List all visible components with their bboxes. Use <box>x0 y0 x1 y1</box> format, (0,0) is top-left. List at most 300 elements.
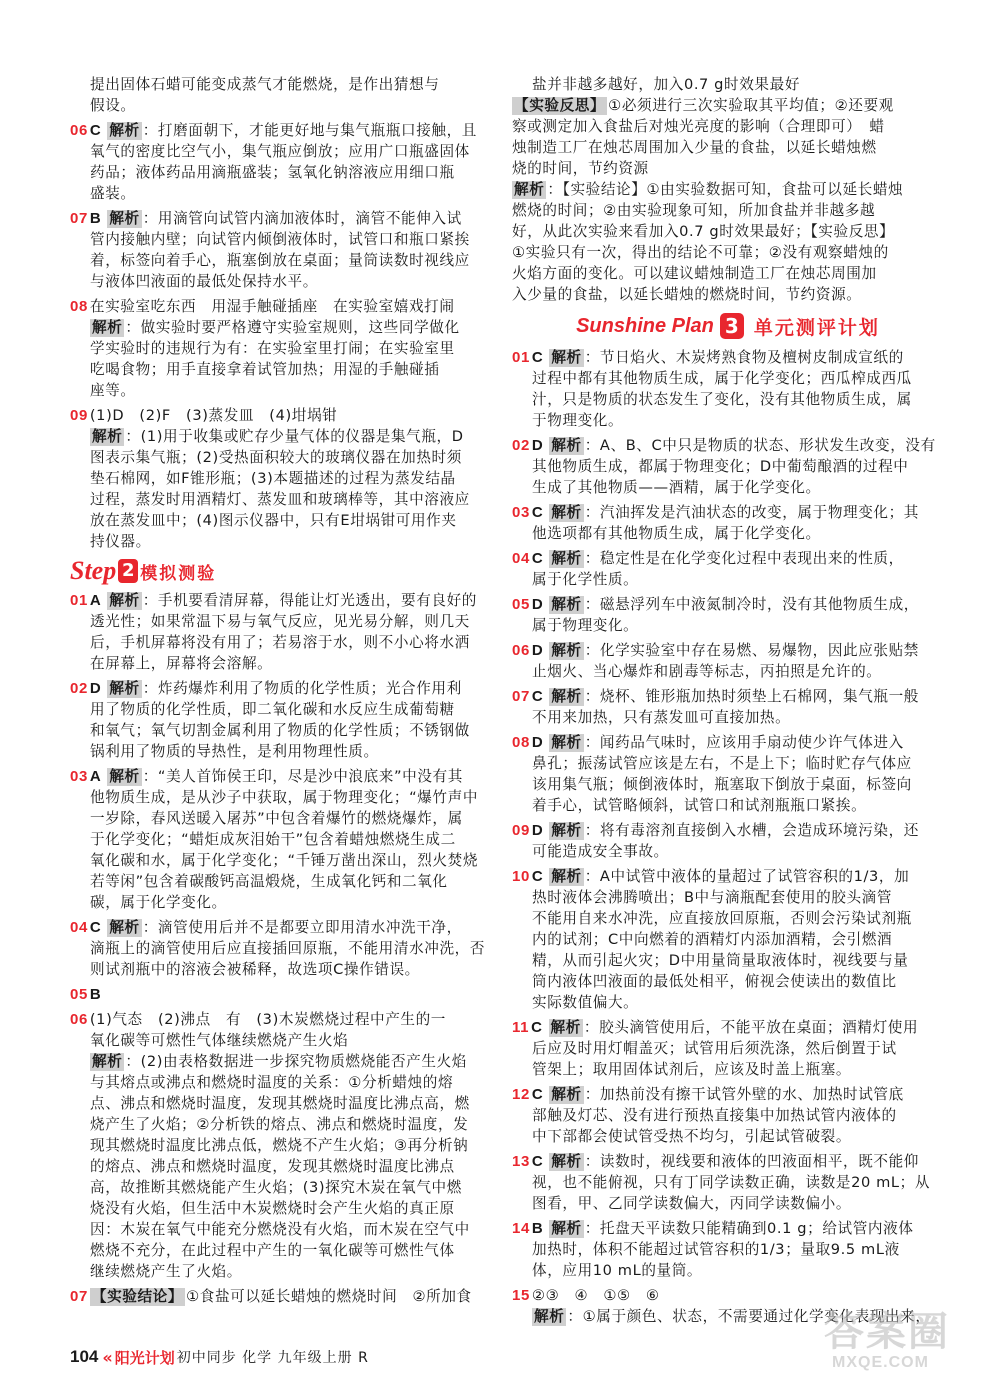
body-text: 于化学变化；“蜡炬成灰泪始干”包含着蜡烛燃烧生成二 <box>90 831 456 848</box>
body-text: 管内接触内壁；向试管内倾倒液体时，试管口和瓶口紧挨 <box>90 231 470 248</box>
plan-section-heading <box>512 311 944 341</box>
body-text: 提出固体石蜡可能变成蒸气才能燃烧，是作出猜想与 <box>90 76 440 93</box>
body-text: 察或测定加入食盐后对烛光亮度的影响（合理即可） 蜡 <box>512 118 885 135</box>
text-line <box>70 653 502 674</box>
question-number: 07 <box>70 210 88 227</box>
watermark-logo <box>824 1300 974 1380</box>
question-number: 14 <box>512 1220 530 1237</box>
body-text: 因：木炭在氧气中能充分燃烧没有火焰，而木炭在空气中 <box>90 1221 470 1238</box>
text-line <box>70 1198 502 1219</box>
body-text: (1)气态 (2)沸点 有 (3)木炭燃烧过程中产生的一 <box>89 1011 446 1028</box>
answer-letter: A <box>89 768 102 785</box>
text-line <box>70 1219 502 1240</box>
body-text: 烧产生了火焰；②分析铁的熔点、沸点和燃烧时温度，发 <box>90 1116 469 1133</box>
body-text: 图表示集气瓶；(2)受热面积较大的玻璃仪器在加热时须 <box>90 449 462 466</box>
label-tag: 解析 <box>534 1308 565 1325</box>
body-text: 氧化碳和水，属于化学变化；“千锤万凿出深山，烈火焚烧 <box>90 852 479 869</box>
body-text: 入少量的食盐，以延长蜡烛的燃烧时间，节约资源。 <box>512 286 862 303</box>
body-text: 用了物质的化学性质，即二氧化碳和水反应生成葡萄糖 <box>90 701 455 718</box>
text-line <box>512 477 944 498</box>
text-line <box>70 74 502 95</box>
text-line <box>70 984 502 1005</box>
text-line <box>512 368 944 389</box>
body-text: ：做实验时要严格遵守实验室规则，这些同学做化 <box>125 319 460 336</box>
text-line <box>70 917 502 938</box>
text-line <box>512 116 944 137</box>
question-number: 11 <box>512 1019 530 1036</box>
text-line <box>70 468 502 489</box>
body-text: ：(2)由表格数据进一步探究物质燃烧能否产生火焰 <box>125 1053 467 1070</box>
text-line <box>70 426 502 447</box>
text-line <box>70 720 502 741</box>
body-text: 现其燃烧时温度比沸点低，燃烧不产生火焰；③再分析钠 <box>90 1137 469 1154</box>
body-text: 一岁除，春风送暖入屠苏”中包含着爆竹的燃烧爆炸，属 <box>90 810 463 827</box>
body-text: ：稳定性是在化学变化过程中表现出来的性质， <box>584 550 904 567</box>
text-line <box>70 1051 502 1072</box>
question-number: 09 <box>70 407 88 424</box>
answer-letter: C <box>531 1153 544 1170</box>
text-line <box>70 766 502 787</box>
text-line <box>512 732 944 753</box>
body-text: 垫石棉网，如F锥形瓶；(3)本题描述的过程为蒸发结晶 <box>90 470 456 487</box>
body-text: 加热时，体积不能超过试管容积的1/3；量取9.5 mL液 <box>532 1241 900 1258</box>
label-tag: 解析 <box>109 592 140 609</box>
label-tag: 解析 <box>550 1019 581 1036</box>
body-text: 部触及灯芯、没有进行预热直接集中加热试管内液体的 <box>532 1107 897 1124</box>
answer-letter: D <box>531 642 544 659</box>
text-line <box>512 1151 944 1172</box>
answer-letter: A <box>89 592 102 609</box>
body-text: 盐并非越多越好，加入0.7 g时效果最好 <box>532 76 801 93</box>
text-line <box>70 1261 502 1282</box>
label-tag: 解析 <box>551 1153 582 1170</box>
body-text: 他选项都有其他物质生成，属于化学变化。 <box>532 525 821 542</box>
body-text: ：【实验结论】①由实验数据可知，食盐可以延长蜡烛 <box>547 181 904 198</box>
question-number: 04 <box>70 919 88 936</box>
text-line <box>70 678 502 699</box>
text-line <box>512 569 944 590</box>
text-line <box>70 1072 502 1093</box>
body-text: ：读数时，视线要和液体的凹液面相平，既不能仰 <box>584 1153 919 1170</box>
text-line <box>70 95 502 116</box>
body-text: 若等闲”包含着碳酸钙高温煅烧，生成氧化钙和二氧化 <box>90 873 448 890</box>
body-text: ：托盘天平读数只能精确到0.1 g；给试管内液体 <box>584 1220 914 1237</box>
label-tag: 解析 <box>551 642 582 659</box>
double-chevron-icon: « <box>102 1347 113 1367</box>
label-tag: 解析 <box>551 437 582 454</box>
question-number: 04 <box>512 550 530 567</box>
text-line <box>70 787 502 808</box>
text-line <box>512 640 944 661</box>
text-line <box>512 1038 944 1059</box>
plan-number-badge: 3 <box>720 313 744 339</box>
body-text: 中下部都会使试管受热不均匀，引起试管破裂。 <box>532 1128 852 1145</box>
body-text: 火焰方面的变化。可以建议蜡烛制造工厂在烛芯周围加 <box>512 265 877 282</box>
text-line <box>70 1286 502 1307</box>
label-tag: 解析 <box>109 122 140 139</box>
text-line <box>70 1156 502 1177</box>
question-number: 08 <box>512 734 530 751</box>
text-line <box>70 338 502 359</box>
body-text: 不用来加热，只有蒸发皿可直接加热。 <box>532 709 791 726</box>
question-number: 05 <box>70 986 88 1003</box>
text-line <box>512 137 944 158</box>
body-text: ：胶头滴管使用后，不能平放在桌面；酒精灯使用 <box>583 1019 919 1036</box>
body-text: 属于物理变化。 <box>532 617 639 634</box>
text-line <box>70 741 502 762</box>
label-tag: 解析 <box>551 349 582 366</box>
body-text: 后应及时用灯帽盖灭；试管用后须洗涤，然后倒置于试 <box>532 1040 897 1057</box>
text-line <box>512 179 944 200</box>
body-text: 热时液体会沸腾喷出；B中与滴瓶配套使用的胶头滴管 <box>532 889 893 906</box>
body-text: 在实验室吃东西 用湿手触碰插座 在实验室嬉戏打闹 <box>89 298 455 315</box>
question-number: 02 <box>512 437 530 454</box>
text-line <box>512 753 944 774</box>
text-line <box>70 611 502 632</box>
text-line <box>70 632 502 653</box>
label-tag: 解析 <box>551 868 582 885</box>
page-number: 104 <box>70 1347 99 1366</box>
text-line <box>70 250 502 271</box>
body-text: 过程中都有其他物质生成，属于化学变化；西瓜榨成西瓜 <box>532 370 912 387</box>
label-tag: 解析 <box>109 919 140 936</box>
body-text: 烧的时间，节约资源 <box>512 160 649 177</box>
text-line <box>512 389 944 410</box>
body-text: ：“美人首饰侯王印，尽是沙中浪底来”中没有其 <box>142 768 463 785</box>
body-text: 的熔点、沸点和燃烧时温度，发现其燃烧时温度比沸点 <box>90 1158 455 1175</box>
text-line <box>512 242 944 263</box>
step-section-heading <box>70 556 502 586</box>
text-line <box>512 971 944 992</box>
answer-letter: D <box>531 822 544 839</box>
text-line <box>512 263 944 284</box>
body-text: (1)D (2)F (3)蒸发皿 (4)坩埚钳 <box>89 407 338 424</box>
text-line <box>512 795 944 816</box>
body-text: ：(1)用于收集或贮存少量气体的仪器是集气瓶，D <box>125 428 464 445</box>
answer-letter: B <box>89 986 102 1003</box>
body-text: ①必须进行三次实验取其平均值；②还要观 <box>608 97 894 114</box>
text-line <box>512 929 944 950</box>
text-line <box>70 317 502 338</box>
body-text: 内的试剂；C中向燃着的酒精灯内添加酒精，会引燃酒 <box>532 931 893 948</box>
question-number: 07 <box>70 1288 88 1305</box>
label-tag: 解析 <box>92 1053 123 1070</box>
text-line <box>70 699 502 720</box>
text-line <box>512 410 944 431</box>
text-line <box>512 1017 944 1038</box>
text-line <box>512 284 944 305</box>
text-line <box>70 892 502 913</box>
body-text: ：A、B、C中只是物质的状态、形状发生改变，没有 <box>584 437 936 454</box>
question-number: 03 <box>70 768 88 785</box>
label-tag: 解析 <box>551 688 582 705</box>
text-line <box>512 1260 944 1281</box>
label-tag: 解析 <box>109 768 140 785</box>
question-number: 09 <box>512 822 530 839</box>
body-text: 止烟火、当心爆炸和剧毒等标志，丙拍照是允许的。 <box>532 663 882 680</box>
body-text: ：加热前没有擦干试管外壁的水、加热时试管底 <box>584 1086 904 1103</box>
body-text: 实际数值偏大。 <box>532 994 639 1011</box>
watermark-url: MXQE.COM <box>832 1354 929 1371</box>
body-text: 燃烧的时间；②由实验现象可知，所加食盐并非越多越 <box>512 202 876 219</box>
text-line <box>512 347 944 368</box>
body-text: ：打磨面朝下，才能更好地与集气瓶瓶口接触，且 <box>142 122 477 139</box>
body-text: ：将有毒溶剂直接倒入水槽，会造成环境污染，还 <box>584 822 919 839</box>
body-text: 图看，甲、乙同学读数偏大，丙同学读数偏小。 <box>532 1195 852 1212</box>
text-line <box>70 447 502 468</box>
label-tag: 解析 <box>551 1220 582 1237</box>
plan-title: 单元测评计划 <box>753 316 880 339</box>
body-text: ①食盐可以延长蜡烛的燃烧时间 ②所加食 <box>186 1288 472 1305</box>
body-text: 体，应用10 mL的量筒。 <box>532 1262 703 1279</box>
text-line <box>512 548 944 569</box>
label-tag: 解析 <box>551 734 582 751</box>
text-line <box>70 183 502 204</box>
text-line <box>512 992 944 1013</box>
text-line <box>512 221 944 242</box>
label-tag: 解析 <box>551 550 582 567</box>
text-line <box>70 938 502 959</box>
question-number: 03 <box>512 504 530 521</box>
text-line <box>512 1126 944 1147</box>
answer-letter: B <box>89 210 102 227</box>
text-line <box>512 435 944 456</box>
body-text: ②③ ④ ①⑤ ⑥ <box>531 1287 660 1304</box>
text-line <box>70 871 502 892</box>
text-line <box>512 1172 944 1193</box>
text-line <box>512 1105 944 1126</box>
question-number: 02 <box>70 680 88 697</box>
body-text: ①实验只有一次，得出的结论不可靠；②没有观察蜡烛的 <box>512 244 889 261</box>
body-text: 过程，蒸发时用酒精灯、蒸发皿和玻璃棒等，其中溶液应 <box>90 491 470 508</box>
body-text: 透光性；如果常温下易与氧气反应，见光易分解，则几天 <box>90 613 470 630</box>
label-tag: 解析 <box>551 822 582 839</box>
label-tag: 解析 <box>551 596 582 613</box>
text-line <box>512 908 944 929</box>
body-text: 不能用自来水冲洗，应直接放回原瓶，否则会污染试剂瓶 <box>532 910 912 927</box>
question-number: 15 <box>512 1287 530 1304</box>
body-text: ：A中试管中液体的量超过了试管容积的1/3，加 <box>584 868 910 885</box>
body-text: 精，从而引起火灾；D中用量筒量取液体时，视线要与量 <box>532 952 909 969</box>
body-text: 汁，只是物质的状态发生了变化，没有其他物质生成，属 <box>532 391 912 408</box>
body-text: 鼻孔；振荡试管应该是左右，不是上下；临时贮存气体应 <box>532 755 912 772</box>
text-line <box>70 1135 502 1156</box>
label-tag: 解析 <box>514 181 545 198</box>
text-line <box>70 1030 502 1051</box>
body-text: 和氧气；氧气切割金属利用了物质的化学性质；不锈钢做 <box>90 722 470 739</box>
body-text: 碳，属于化学变化。 <box>90 894 227 911</box>
answer-letter: B <box>531 1220 544 1237</box>
text-line <box>70 162 502 183</box>
text-line <box>512 523 944 544</box>
body-text: 持仪器。 <box>90 533 151 550</box>
text-line <box>70 531 502 552</box>
body-text: 在屏幕上，屏幕将会溶解。 <box>90 655 273 672</box>
body-text: 管架上；取用固体试剂后，应该及时盖上瓶塞。 <box>532 1061 852 1078</box>
text-line <box>512 887 944 908</box>
body-text: 其他物质生成，都属于物理变化；D中葡萄酿酒的过程中 <box>532 458 909 475</box>
question-number: 06 <box>70 122 88 139</box>
answer-letter: C <box>531 550 544 567</box>
text-line <box>512 841 944 862</box>
body-text: 该用集气瓶；倾倒液体时，瓶塞取下倒放于桌面，标签向 <box>532 776 912 793</box>
body-text: 烧没有火焰，但生活中木炭燃烧时会产生火焰的真正原 <box>90 1200 455 1217</box>
text-line <box>70 296 502 317</box>
answer-letter: C <box>531 688 544 705</box>
question-number: 01 <box>512 349 530 366</box>
text-line <box>512 686 944 707</box>
label-tag: 解析 <box>551 1086 582 1103</box>
body-text: 学实验时的违规行为有：在实验室里打闹；在实验室里 <box>90 340 455 357</box>
body-text: ：滴管使用后并不是都要立即用清水冲洗干净， <box>142 919 462 936</box>
body-text: 继续燃烧产生了火焰。 <box>90 1263 242 1280</box>
text-line <box>512 866 944 887</box>
body-text: 盛装。 <box>90 185 136 202</box>
body-text: ：闻药品气味时，应该用手扇动使少许气体进入 <box>584 734 904 751</box>
body-text: 座等。 <box>90 382 136 399</box>
answer-letter: D <box>89 680 102 697</box>
text-line <box>70 1114 502 1135</box>
step-word: Step <box>70 556 117 585</box>
body-text: 高，故推断其燃烧能产生火焰；(3)探究木炭在氧气中燃 <box>90 1179 462 1196</box>
question-number: 08 <box>70 298 88 315</box>
text-line <box>512 1193 944 1214</box>
body-text: 滴瓶上的滴管使用后应直接插回原瓶，不能用清水冲洗，否 <box>90 940 486 957</box>
body-text: ：化学实验室中存在易燃、易爆物，因此应张贴禁 <box>584 642 919 659</box>
answer-letter: C <box>531 1019 543 1036</box>
text-line <box>512 820 944 841</box>
watermark-text: 答案圈 <box>824 1309 950 1355</box>
body-text: ：汽油挥发是汽油状态的改变，属于物理变化；其 <box>584 504 919 521</box>
text-line <box>70 808 502 829</box>
body-text: ：磁悬浮列车中液氮制冷时，没有其他物质生成， <box>584 596 919 613</box>
body-text: 于物理变化。 <box>532 412 624 429</box>
left-column <box>70 74 502 1307</box>
answer-letter: D <box>531 437 544 454</box>
text-line <box>512 661 944 682</box>
brand-name: 阳光计划 <box>114 1348 175 1367</box>
question-number: 12 <box>512 1086 530 1103</box>
answer-letter: D <box>531 596 544 613</box>
question-number: 10 <box>512 868 530 885</box>
question-number: 13 <box>512 1153 530 1170</box>
body-text: 视，也不能俯视，只有丁同学读数正确，读数是20 mL；从 <box>532 1174 931 1191</box>
text-line <box>512 774 944 795</box>
step-number-badge: 2 <box>118 559 138 583</box>
text-line <box>70 141 502 162</box>
body-text: 放在蒸发皿中；(4)图示仪器中，只有E坩埚钳可用作夹 <box>90 512 457 529</box>
text-line <box>70 959 502 980</box>
text-line <box>70 1009 502 1030</box>
body-text: ：用滴管向试管内滴加液体时，滴管不能伸入试 <box>142 210 462 227</box>
text-line <box>70 271 502 292</box>
body-text: 烛制造工厂在烛芯周围加入少量的食盐，以延长蜡烛燃 <box>512 139 877 156</box>
body-text: 可能造成安全事故。 <box>532 843 669 860</box>
text-line <box>70 510 502 531</box>
question-number: 07 <box>512 688 530 705</box>
body-text: 吃喝食物；用手直接拿着试管加热；用湿的手触碰插 <box>90 361 440 378</box>
text-line <box>70 359 502 380</box>
body-text: 假设。 <box>90 97 136 114</box>
body-text: 则试剂瓶中的溶液会被稀释，故选项C操作错误。 <box>90 961 420 978</box>
body-text: 氧化碳等可燃性气体继续燃烧产生火焰 <box>90 1032 349 1049</box>
text-line <box>512 615 944 636</box>
text-line <box>512 1239 944 1260</box>
text-line <box>512 594 944 615</box>
text-line <box>512 502 944 523</box>
body-text: 点、沸点和燃烧时温度，发现其燃烧时温度比沸点高，燃 <box>90 1095 470 1112</box>
body-text: 好，从此次实验来看加入0.7 g时效果最好；【实验反思】 <box>512 223 895 240</box>
body-text: 与液体凹液面的最低处保持水平。 <box>90 273 318 290</box>
answer-letter: C <box>531 504 544 521</box>
body-text: 属于化学性质。 <box>532 571 639 588</box>
label-tag: 解析 <box>551 504 582 521</box>
question-number: 06 <box>70 1011 88 1028</box>
answer-letter: D <box>531 734 544 751</box>
text-line <box>512 95 944 116</box>
text-line <box>512 1218 944 1239</box>
label-tag: 【实验反思】 <box>514 97 606 114</box>
answer-letter: C <box>89 919 102 936</box>
text-line <box>70 489 502 510</box>
step-title: 模拟测验 <box>140 563 217 584</box>
label-tag: 解析 <box>92 319 123 336</box>
plan-word: Sunshine Plan <box>576 314 714 337</box>
text-line <box>70 850 502 871</box>
text-line <box>70 829 502 850</box>
question-number: 05 <box>512 596 530 613</box>
text-line <box>70 1093 502 1114</box>
book-title: 初中同步 化学 九年级上册 R <box>176 1350 369 1366</box>
text-line <box>512 1084 944 1105</box>
body-text: 锅利用了物质的导热性，是利用物理性质。 <box>90 743 379 760</box>
answer-letter: C <box>531 349 544 366</box>
question-number: 01 <box>70 592 88 609</box>
body-text: 着手心，试管略倾斜，试管口和试剂瓶瓶口紧挨。 <box>532 797 867 814</box>
text-line <box>70 229 502 250</box>
text-line <box>70 380 502 401</box>
text-line <box>70 208 502 229</box>
body-text: ：①属于颜色、状态，不需要通过化学变化表现出来， <box>567 1308 931 1325</box>
text-line <box>512 1059 944 1080</box>
text-line <box>70 590 502 611</box>
text-line <box>512 74 944 95</box>
body-text: ：手机要看清屏幕，得能让灯光透出，要有良好的 <box>142 592 477 609</box>
body-text: 氧气的密度比空气小，集气瓶应倒放；应用广口瓶盛固体 <box>90 143 470 160</box>
text-line <box>512 950 944 971</box>
text-line <box>512 707 944 728</box>
label-tag: 解析 <box>109 680 140 697</box>
question-number: 06 <box>512 642 530 659</box>
page-footer <box>70 1344 369 1370</box>
text-line <box>512 158 944 179</box>
label-tag: 解析 <box>109 210 140 227</box>
label-tag: 【实验结论】 <box>91 1288 184 1305</box>
body-text: 药品；液体药品用滴瓶盛装；氢氧化钠溶液应用细口瓶 <box>90 164 455 181</box>
answer-letter: C <box>89 122 102 139</box>
body-text: 燃烧不充分，在此过程中产生的一氧化碳等可燃性气体 <box>90 1242 455 1259</box>
text-line <box>70 1240 502 1261</box>
answer-letter: C <box>531 1086 544 1103</box>
body-text: 筒内液体凹液面的最低处相平，俯视会使读出的数值比 <box>532 973 897 990</box>
text-line <box>70 1177 502 1198</box>
text-line <box>512 200 944 221</box>
answer-letter: C <box>531 868 544 885</box>
body-text: 后，手机屏幕将没有用了；若易溶于水，则不小心将水洒 <box>90 634 470 651</box>
body-text: 他物质生成，是从沙子中获取，属于物理变化；“爆竹声中 <box>90 789 479 806</box>
body-text: 生成了其他物质——酒精，属于化学变化。 <box>532 479 821 496</box>
body-text: 着，标签向着手心，瓶塞倒放在桌面；量筒读数时视线应 <box>90 252 470 269</box>
